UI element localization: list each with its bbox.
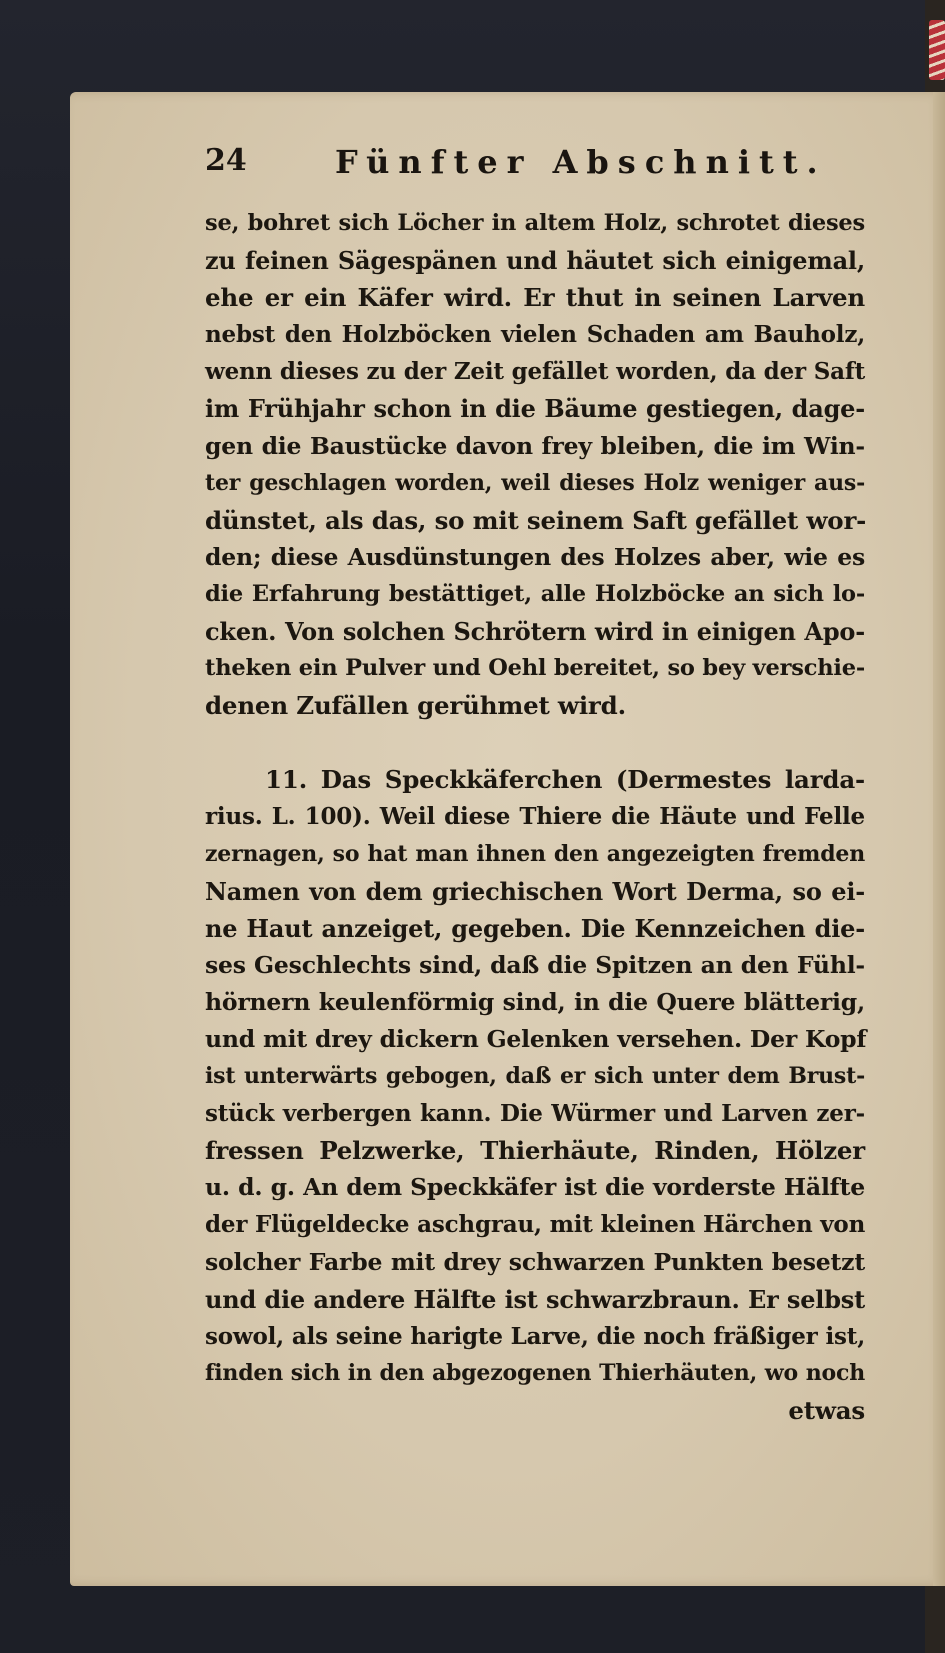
text-line: ses Geschlechts sind, daß die Spitzen an den Fühl- [205, 950, 865, 979]
text-line: zernagen, so hat man ihnen den angezeigten fremden [205, 840, 865, 867]
text-line: solcher Farbe mit drey schwarzen Punkten besetzt [205, 1247, 865, 1276]
page-header [205, 143, 865, 187]
text-line: fressen Pelzwerke, Thierhäute, Rinden, Hölzer [205, 1136, 865, 1166]
text-line: und die andere Hälfte ist schwarzbraun. Er selbst [205, 1284, 865, 1314]
text-line: stück verbergen kann. Die Würmer und Larven zer- [205, 1100, 865, 1128]
section-heading-line: 11. Das Speckkäferchen (Dermestes larda- [265, 765, 865, 795]
body-text [205, 205, 865, 1429]
text-line: den; diese Ausdünstungen des Holzes aber, wie es [205, 542, 865, 571]
paragraph-2 [205, 761, 865, 1392]
catchword: etwas [788, 1395, 865, 1425]
page-number: 24 [205, 143, 247, 178]
spine-headband [929, 20, 945, 80]
text-line: cken. Von solchen Schrötern wird in einigen Apo- [205, 617, 865, 647]
text-line: hörnern keulenförmig sind, in die Quere blätterig, [205, 987, 865, 1016]
text-line: ter geschlagen worden, weil dieses Holz weniger aus- [205, 469, 865, 496]
text-line: finden sich in den abgezogenen Thierhäuten, wo noch [205, 1359, 865, 1386]
text-line: und mit drey dickern Gelenken versehen. Der Kopf [205, 1024, 867, 1053]
text-line: rius. L. 100). Weil diese Thiere die Häute und Felle [205, 803, 865, 831]
text-line: denen Zufällen gerühmet wird. [205, 691, 626, 721]
text-line: theken ein Pulver und Oehl bereitet, so bey verschie- [205, 655, 865, 682]
text-line: u. d. g. An dem Speckkäfer ist die vorderste Hälfte [205, 1173, 865, 1202]
text-line: sowol, als seine harigte Larve, die noch fräßiger ist, [205, 1322, 865, 1350]
paragraph-1 [205, 205, 865, 724]
text-line: ehe er ein Käfer wird. Er thut in seinen Larven [205, 283, 865, 313]
text-line: der Flügeldecke aschgrau, mit kleinen Härchen von [205, 1211, 866, 1239]
text-line: ne Haut anzeiget, gegeben. Die Kennzeichen die- [205, 913, 865, 943]
text-line: im Frühjahr schon in die Bäume gestiegen, dage- [205, 394, 865, 424]
text-line: ist unterwärts gebogen, daß er sich unter dem Brust- [205, 1063, 865, 1090]
running-title: Fünfter Abschnitt. [335, 143, 827, 181]
text-line: dünstet, als das, so mit seinem Saft gefället wor- [205, 505, 867, 535]
text-line: wenn dieses zu der Zeit gefället worden, da der Saft [205, 358, 865, 386]
paragraph-gap [205, 724, 865, 761]
text-line: die Erfahrung bestättiget, alle Holzböcke an sich lo- [205, 580, 865, 607]
text-line: zu feinen Sägespänen und häutet sich einigemal, [205, 246, 865, 276]
text-line: gen die Baustücke davon frey bleiben, die im Win- [205, 431, 865, 460]
text-line: se, bohret sich Löcher in altem Holz, schrotet dieses [205, 210, 865, 236]
text-line: nebst den Holzböcken vielen Schaden am Bauholz, [205, 321, 865, 349]
text-line: Namen von dem griechischen Wort Derma, so ei- [205, 876, 865, 906]
page-gutter [933, 92, 945, 1586]
